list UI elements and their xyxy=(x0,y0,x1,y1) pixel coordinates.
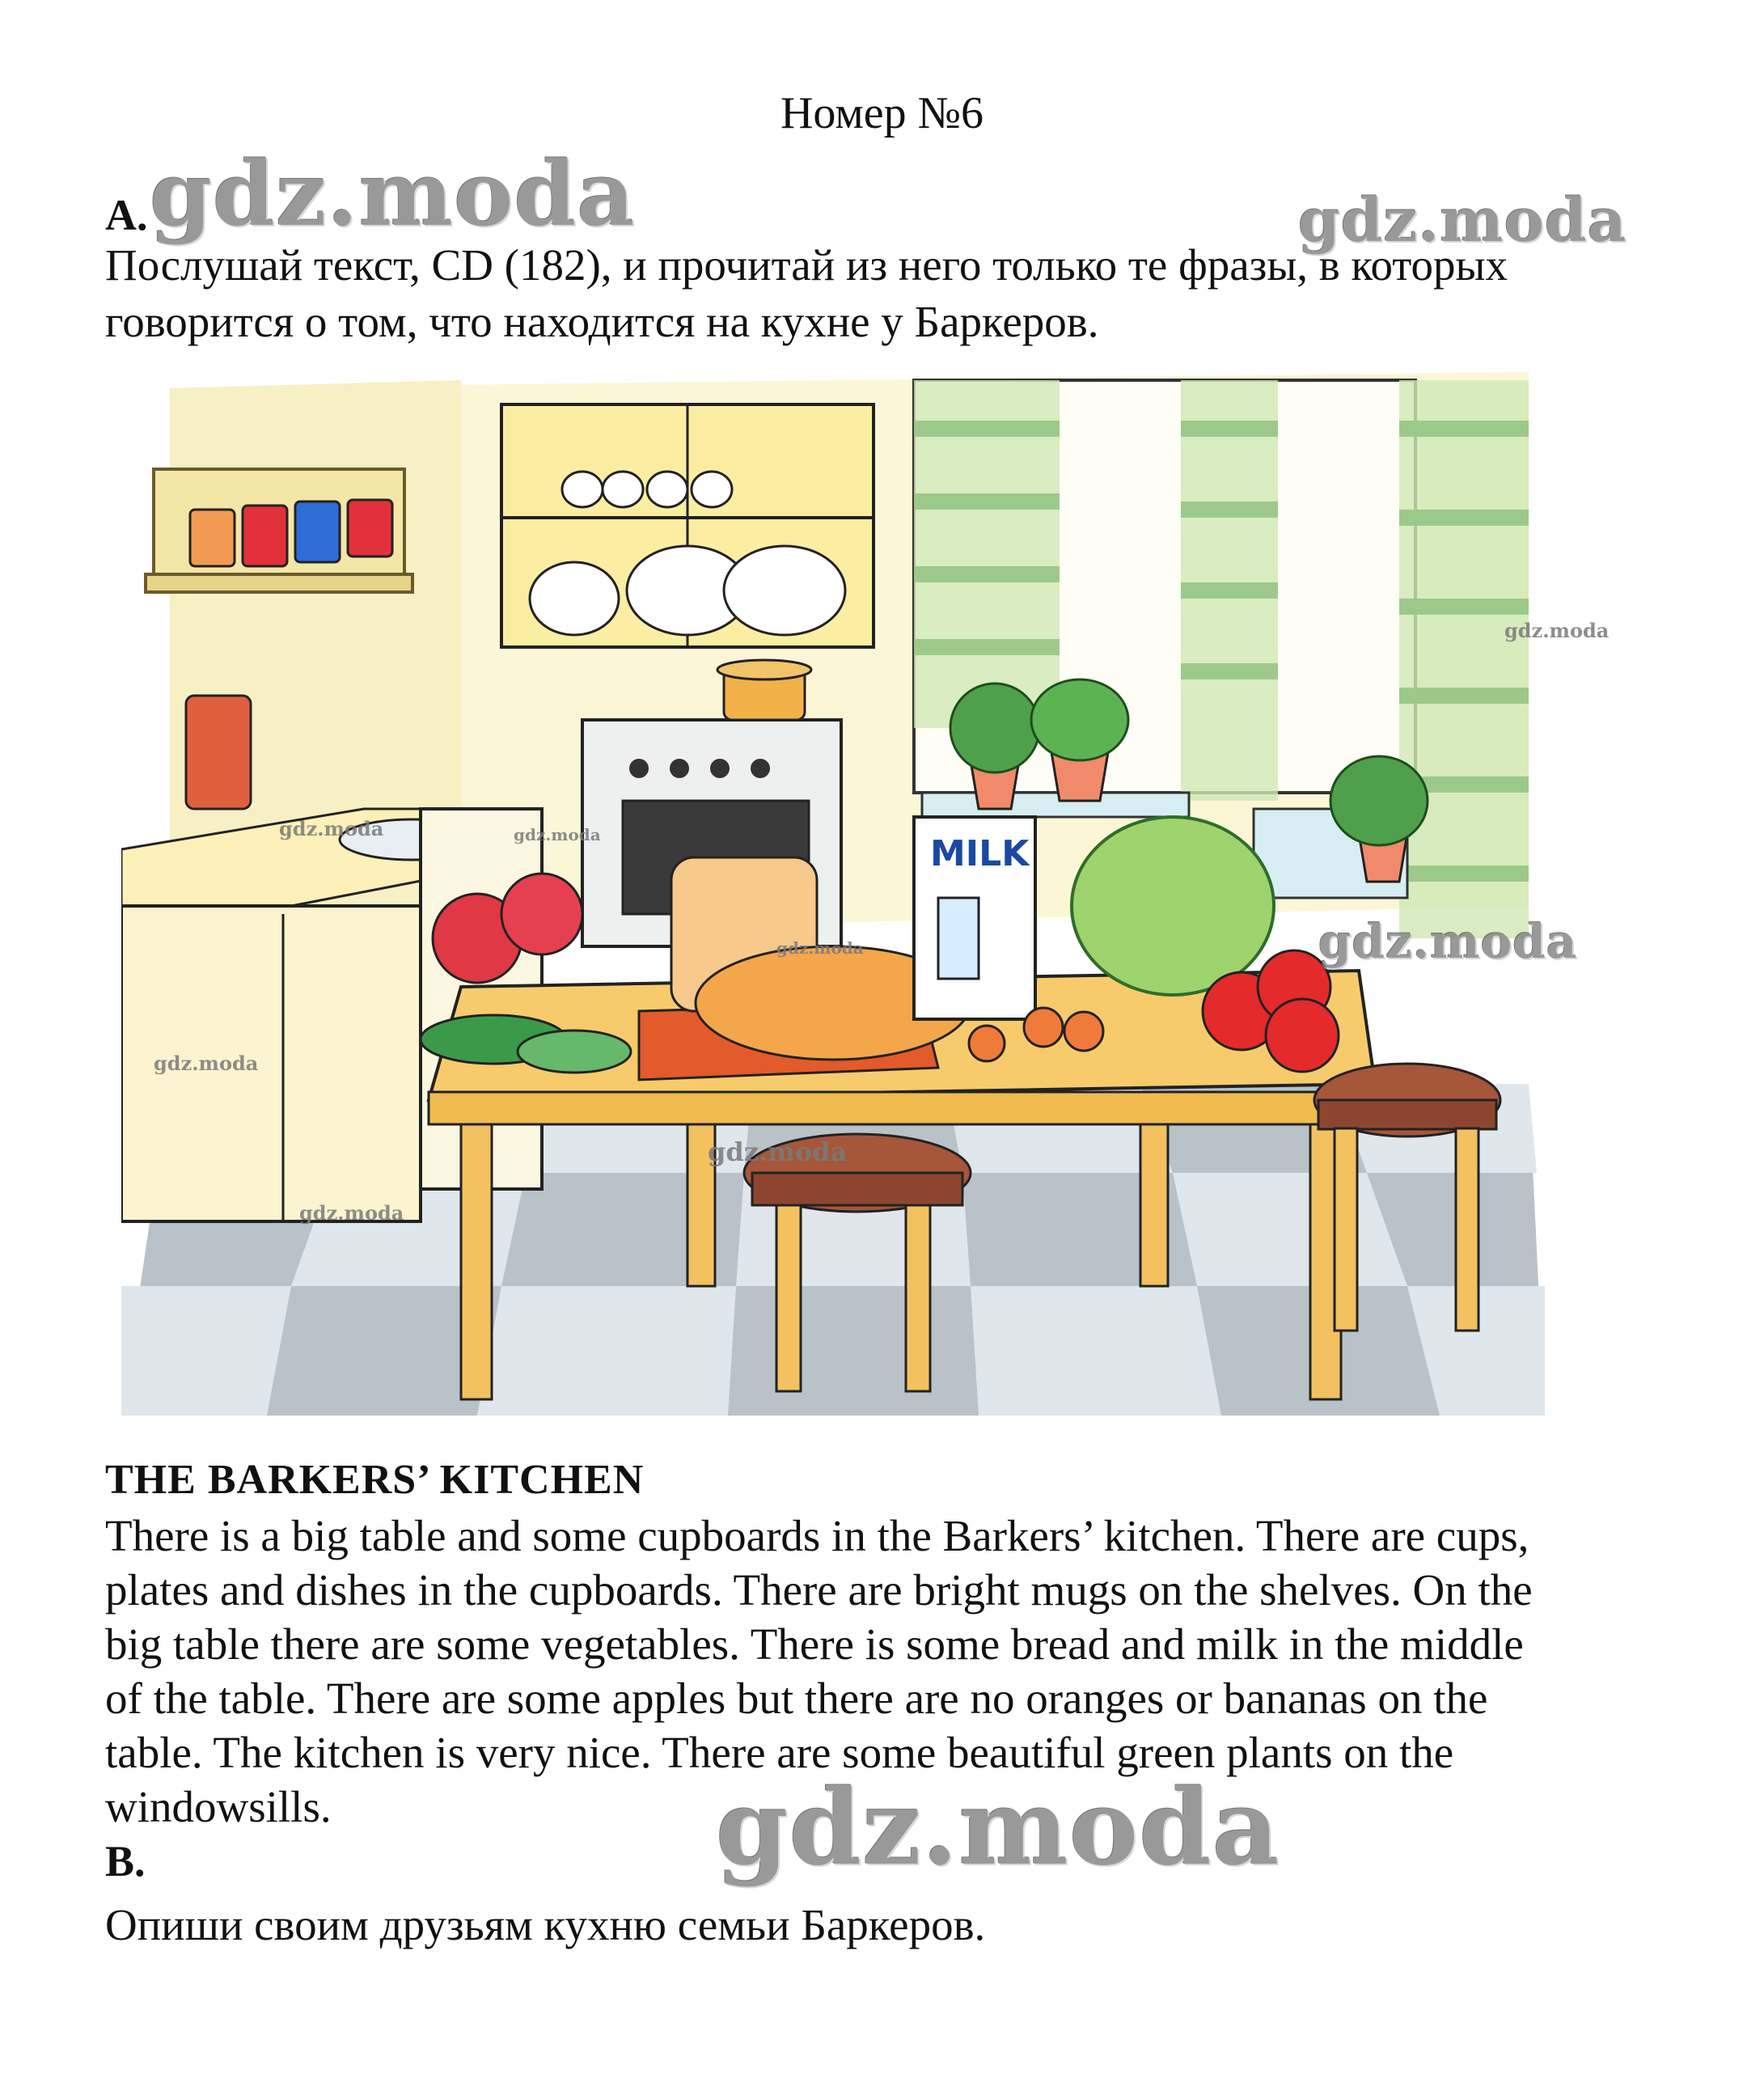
watermark-small: gdz.moda xyxy=(279,817,384,840)
watermark-medium: gdz.moda xyxy=(1298,186,1627,256)
section-a-instruction-line-2: говорится о том, что находится на кухне у Баркеров. xyxy=(105,297,1099,346)
watermark-large: gdz.moda xyxy=(150,142,636,246)
mug-shelf xyxy=(146,469,412,592)
reading-title: THE BARKERS’ KITCHEN xyxy=(105,1457,645,1503)
watermark-small: gdz.moda xyxy=(299,1201,404,1225)
watermark-small: gdz.moda xyxy=(776,938,864,958)
watermark-medium: gdz.moda xyxy=(1318,914,1578,969)
kitchen-illustration xyxy=(121,356,1545,1432)
section-a-letter: A. xyxy=(105,191,148,239)
watermark-small: gdz.moda xyxy=(1504,619,1610,642)
reading-line-5: table. The kitchen is very nice. There are some beautiful green plants on the xyxy=(105,1728,1454,1777)
reading-line-2: plates and dishes in the cupboards. There are bright mugs on the shelves. On the xyxy=(105,1565,1533,1615)
page-number-heading: Номер №6 xyxy=(780,88,984,138)
watermark-small: gdz.moda xyxy=(708,1136,848,1167)
watermark-small: gdz.moda xyxy=(154,1052,259,1075)
reading-line-3: big table there are some vegetables. There is some bread and milk in the middle xyxy=(105,1619,1524,1669)
section-b-instruction: Опиши своим друзьям кухню семьи Баркеров. xyxy=(105,1900,986,1949)
milk-carton-label: MILK xyxy=(930,833,1030,874)
section-a-instruction-line-1: Послушай текст, CD (182), и прочитай из него только те фразы, в которых xyxy=(105,240,1508,290)
reading-line-4: of the table. There are some apples but there are no oranges or bananas on the xyxy=(105,1674,1488,1723)
reading-line-6: windowsills. xyxy=(105,1782,332,1831)
reading-line-1: There is a big table and some cupboards in the Barkers’ kitchen. There are cups, xyxy=(105,1511,1529,1560)
dish-cupboard xyxy=(501,404,874,647)
watermark-small: gdz.moda xyxy=(514,825,601,844)
watermark-large: gdz.moda xyxy=(716,1767,1280,1889)
section-b-letter: B. xyxy=(105,1837,146,1885)
